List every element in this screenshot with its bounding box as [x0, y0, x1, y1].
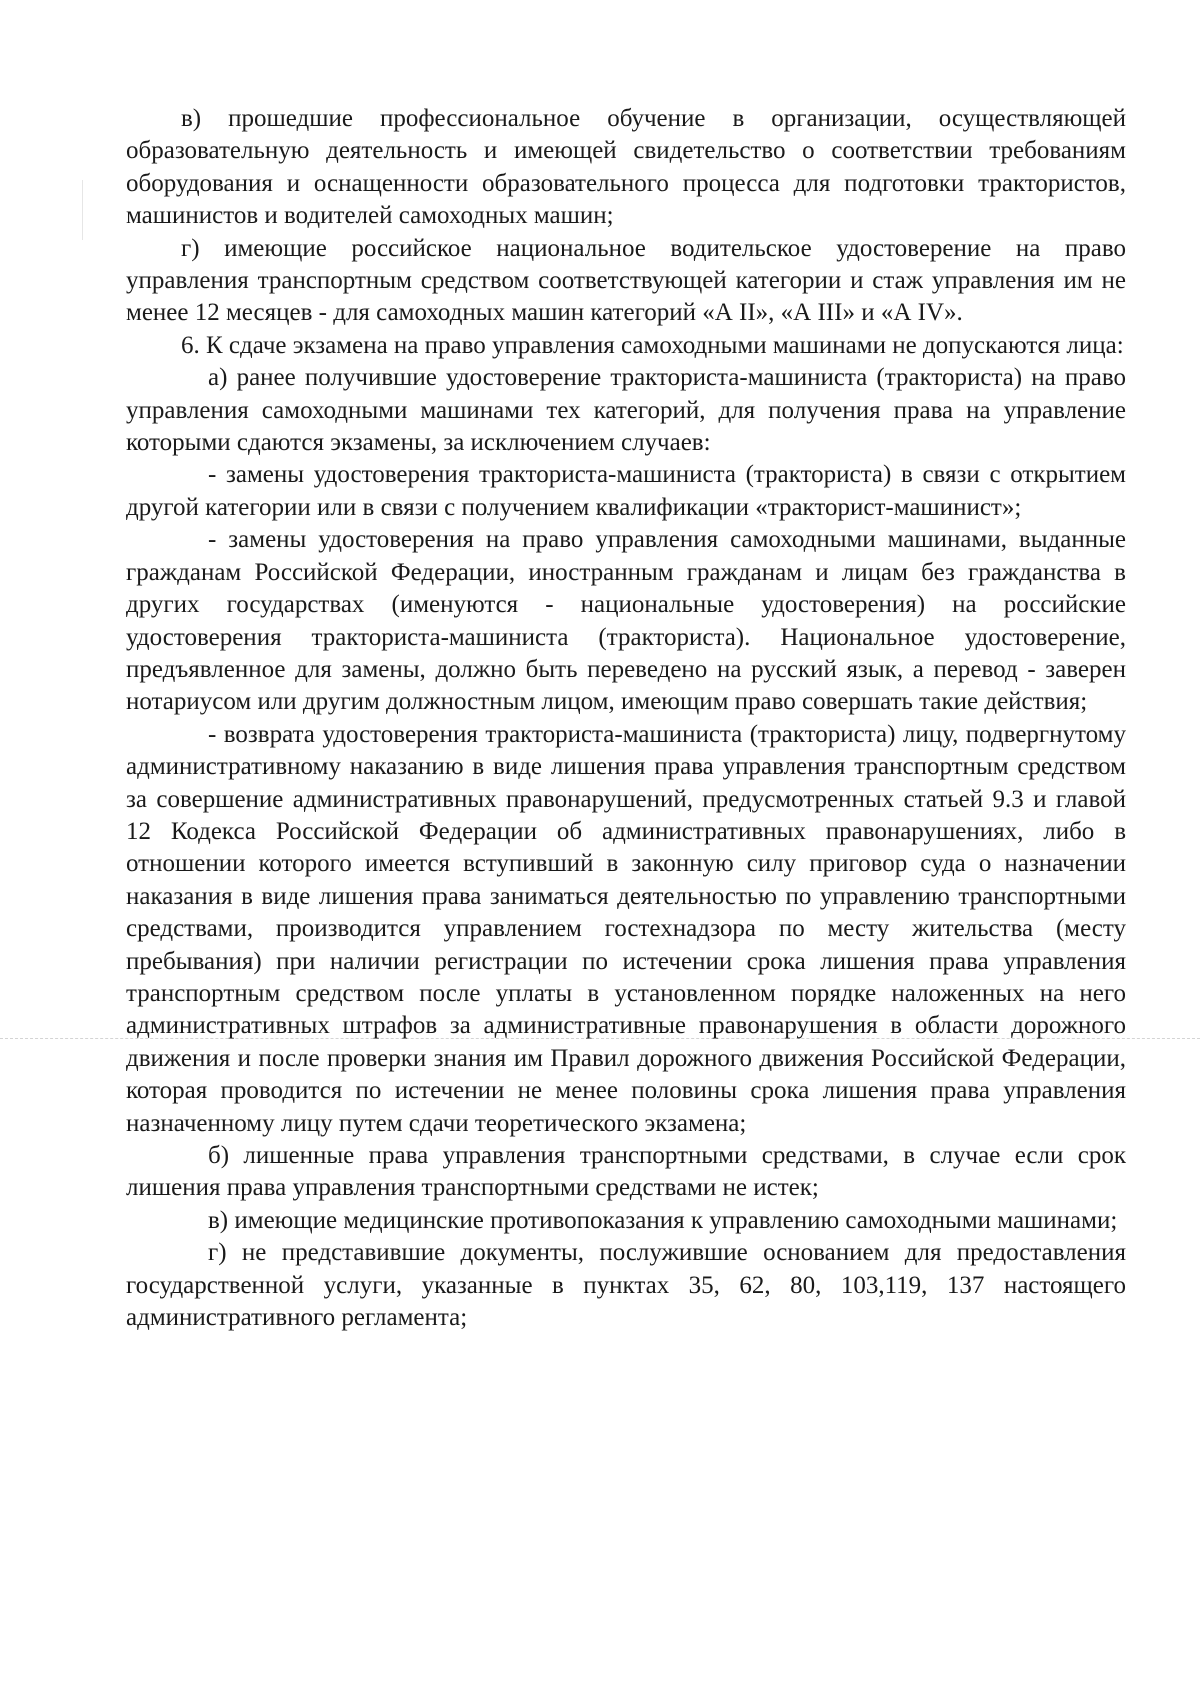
paragraph-g-documents: г) не представившие документы, послужившие основанием для предоставления государственной услуги, указанные в пунктах 35, 62, 80, 103,119, 137 настоящего административного регламента; — [126, 1239, 1126, 1332]
scan-artifact — [82, 180, 83, 240]
paragraph-v-medical: в) имеющие медицинские противопоказания к управлению самоходными машинами; — [208, 1206, 1118, 1234]
document-body — [126, 103, 1126, 1334]
paragraph-b-deprived: б) лишенные права управления транспортными средствами, в случае если срок лишения права управления транспортными средствами не истек; — [126, 1142, 1126, 1202]
paragraph-6-not-admitted: 6. К сдаче экзамена на право управления самоходными машинами не допускаются лица: — [181, 331, 1124, 359]
paragraph-a-previously-received: а) ранее получившие удостоверение тракториста-машиниста (тракториста) на право управления самоходными машинами тех категорий, для получения права на управление которыми сдаются экзамены, за исключением случаев: — [126, 364, 1126, 457]
paragraph-dash-national-license: - замены удостоверения на право управления самоходными машинами, выданные гражданам Российской Федерации, иностранным гражданам и лицам без гражданства в других государствах (именуются - национальные удостоверения) на российские удостоверения тракториста-машиниста (тракториста). Национальное удостоверение, предъявленное для замены, должно быть переведено на русский язык, а перевод - заверен нотариусом или другим должностным лицом, имеющим право совершать такие действия; — [126, 526, 1126, 716]
paragraph-v-trained: в) прошедшие профессиональное обучение в организации, осуществляющей образовательную деятельность и имеющей свидетельство о соответствии требованиям оборудования и оснащенности образовательного процесса для подготовки трактористов, машинистов и водителей самоходных машин; — [126, 105, 1126, 230]
paragraph-dash-return-license: - возврата удостоверения тракториста-машиниста (тракториста) лицу, подвергнутому административному наказанию в виде лишения права управления транспортным средством за совершение административных правонарушений, предусмотренных статьей 9.3 и главой 12 Кодекса Российской Федерации об административных правонарушениях, либо в отношении которого имеется вступивший в законную силу приговор суда о назначении наказания в виде лишения права заниматься деятельностью по управлению транспортными средствами, производится управлением гостехнадзора по месту жительства (месту пребывания) при наличии регистрации по истечении срока лишения права управления транспортным средством после уплаты в установленном порядке наложенных на него административных штрафов за административные правонарушения в области дорожного движения и после проверки знания им Правил дорожного движения Российской Федерации, которая проводится по истечении не менее половины срока лишения права управления назначенному лицу путем сдачи теоретического экзамена; — [126, 720, 1126, 1137]
paragraph-dash-replacement-category: - замены удостоверения тракториста-машиниста (тракториста) в связи с открытием другой категории или в связи с получением квалификации «тракторист-машинист»; — [126, 461, 1126, 521]
paragraph-g-license: г) имеющие российское национальное водительское удостоверение на право управления транспортным средством соответствующей категории и стаж управления им не менее 12 месяцев - для самоходных машин категорий «А II», «А III» и «А IV». — [126, 234, 1126, 327]
